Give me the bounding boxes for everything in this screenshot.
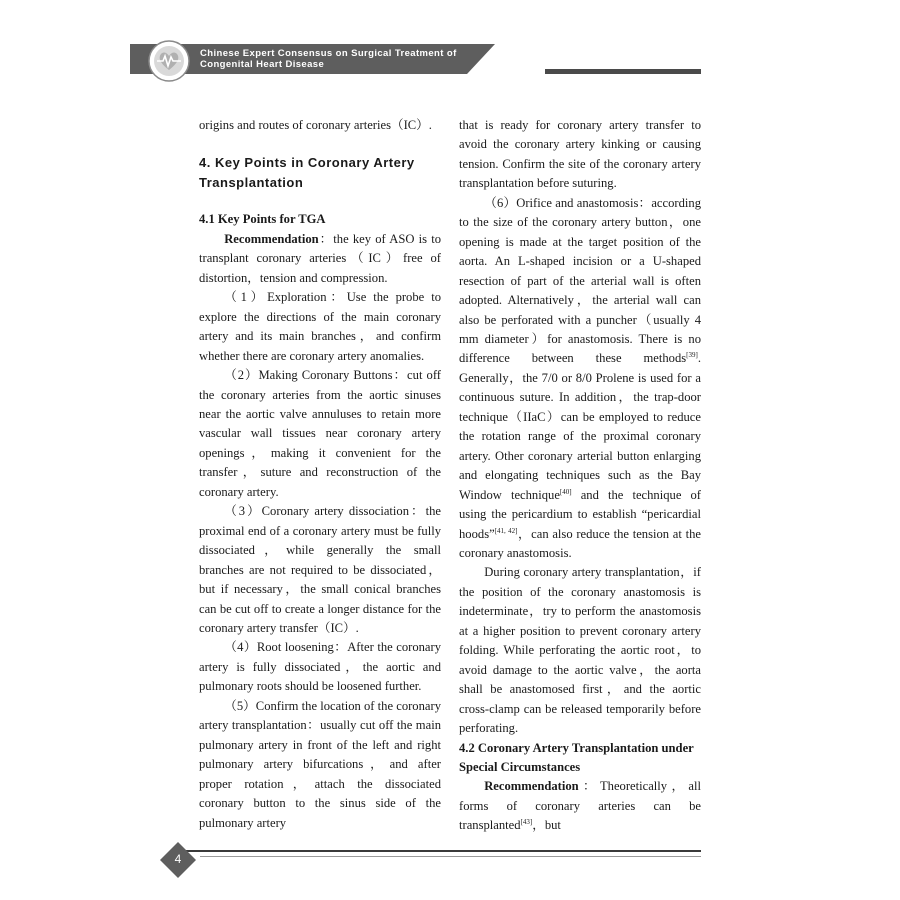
recommendation-label: Recommendation: [484, 779, 579, 794]
left-column: [199, 116, 441, 833]
paragraph: （4）Root loosening：After the coronary artery is fully dissociated，the aortic and pulmonary roots should be loosened further.: [199, 640, 441, 694]
paragraph: （2）Making Coronary Buttons：cut off the coronary arteries from the aortic sinuses near the aortic valve annuluses to retain more vascular wall tissues near coronary artery openings，making it convenient for the transfer，suture and reconstruction of the coronary artery.: [199, 368, 441, 499]
citation-43: [43]: [520, 818, 533, 827]
citation-41-42: [41, 42]: [494, 526, 518, 535]
recommendation-text: ：the key of ASO is to transplant coronary arteries（IC）free of distortion，tension and compression.: [199, 231, 441, 285]
text-run: and the technique of using the pericardium to establish “pericardial hoods”: [459, 487, 701, 541]
recommendation-text: ，but: [532, 818, 561, 833]
page-number: 4: [174, 852, 182, 866]
recommendation-paragraph: [199, 230, 441, 288]
citation-39: [39]: [686, 351, 698, 360]
paragraph: （1）Exploration：Use the probe to explore the directions of the main coronary artery and its main branches，and confirm whether there are coronary artery anomalies.: [199, 290, 441, 363]
header-rule: [545, 69, 701, 74]
right-column: [459, 116, 701, 836]
footer-rule: [170, 850, 701, 852]
subsection-heading-4-2: 4.2 Coronary Artery Transplantation under Special Circumstances: [459, 740, 694, 774]
header-title-line2: Congenital Heart Disease: [200, 59, 325, 70]
text-run: . Generally，the 7/0 or 8/0 Prolene is used for a continuous suture. In addition，the trap-door technique（IIaC）can be employed to reduce the rotation range of the proximal coronary artery. Other coronary arterial button enlarging and elongating techniques such as the Bay Window technique: [459, 351, 701, 502]
text-run: ，can also reduce the tension at the coronary anastomosis.: [459, 526, 701, 560]
header-title-line1: Chinese Expert Consensus on Surgical Treatment of: [200, 48, 457, 59]
text-run: （6）Orifice and anastomosis：according to the size of the coronary artery button，one opening is made at the target position of the aorta. An L-shaped incision or a U-shaped resection of part of the arterial wall is often adopted. Alternatively，the arterial wall can also be perforated with a puncher（usually 4 mm diameter）for anastomosis. There is no difference between these methods: [459, 195, 701, 366]
running-header: [200, 48, 490, 70]
paragraph: that is ready for coronary artery transfer to avoid the coronary artery kinking or causing tension. Confirm the site of the coronary artery transplantation before suturing.: [459, 118, 701, 191]
paragraph: origins and routes of coronary arteries（IC）.: [199, 118, 432, 132]
paragraph: （3）Coronary artery dissociation：the proximal end of a coronary artery must be fully dissociated，while generally the small branches are not required to be dissociated，but if necessary，the small conical branches can be cut off to create a longer distance for the coronary artery transfer（IC）.: [199, 504, 441, 635]
recommendation-paragraph: [459, 777, 701, 835]
citation-40: [40]: [559, 487, 572, 496]
subsection-heading-4-1: 4.1 Key Points for TGA: [199, 212, 326, 227]
paragraph: During coronary artery transplantation，if the position of the coronary anastomosis is indeterminate，try to perform the anastomosis at a higher position to prevent coronary artery folding. While perforating the aortic root，to avoid damage to the aortic valve，the aorta shall be anastomosed first，and the aortic cross-clamp can be released temporarily before perforating.: [459, 565, 701, 736]
paragraph: （5）Confirm the location of the coronary artery transplantation：usually cut off the main pulmonary artery in front of the left and right pulmonary artery bifurcations，and after proper rotation，attach the dissociated coronary button to the sinus side of the pulmonary artery: [199, 698, 441, 830]
heart-pulse-icon: [148, 40, 190, 82]
recommendation-label: Recommendation: [224, 231, 319, 246]
paragraph-orifice-anastomosis: [459, 194, 701, 564]
footer-rule-thin: [200, 856, 701, 857]
section-heading-4: 4. Key Points in Coronary Artery Transplantation: [199, 155, 415, 190]
recommendation-text: ：Theoretically，all forms of coronary arteries can be transplanted: [459, 779, 701, 833]
